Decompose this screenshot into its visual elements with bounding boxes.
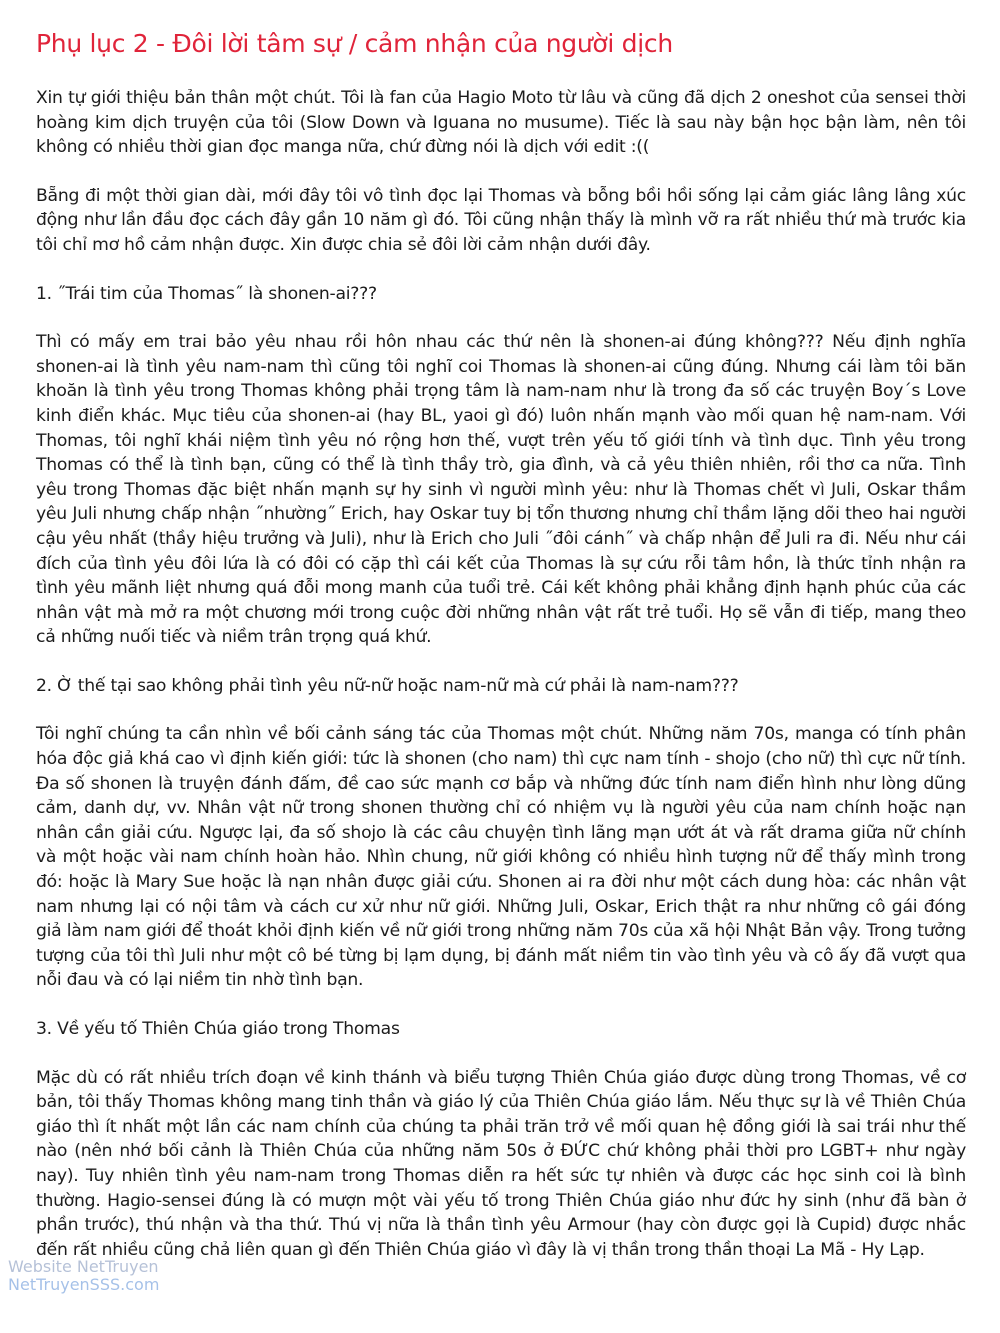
reread-paragraph: Bẵng đi một thời gian dài, mới đây tôi vô tình đọc lại Thomas và bỗng bồi hồi sống lại cảm giác lâng lâng xúc động như lần đầu đọc cách đây gần 10 năm gì đó. Tôi cũng nhận thấy là mình vỡ ra rất nhiều thứ mà trước kia tôi chỉ mơ hồ cảm nhận được. Xin được chia sẻ đôi lời cảm nhận dưới đây. bbox=[36, 185, 966, 255]
watermark-line-1: Website NetTruyen bbox=[8, 1257, 159, 1276]
section-1-heading: 1. ˝Trái tim của Thomas˝ là shonen-ai??? bbox=[36, 283, 377, 304]
section-1-body: Thì có mấy em trai bảo yêu nhau rồi hôn nhau các thứ nên là shonen-ai đúng không??? Nếu định nghĩa shonen-ai là tình yêu nam-nam thì cũng tôi nghĩ coi Thomas là shonen-ai cũng đúng. Nhưng cái làm tôi băn khoăn là tình yêu trong Thomas không phải trọng tâm là nam-nam như là trong đa số các truyện Boy´s Love kinh điển khác. Mục tiêu của shonen-ai (hay BL, yaoi gì đó) luôn nhấn mạnh vào mối quan hệ nam-nam. Với Thomas, tôi nghĩ khái niệm tình yêu nó rộng hơn thế, vượt trên yếu tố giới tính và tình dục. Tình yêu trong Thomas có thể là tình bạn, cũng có thể là tình thầy trò, gia đình, và cả yêu thiên nhiên, rồi thơ ca nữa. Tình yêu trong Thomas đặc biệt nhấn mạnh sự hy sinh vì người mình yêu: như là Thomas chết vì Juli, Oskar thầm yêu Juli nhưng chấp nhận ˝nhường˝ Erich, hay Oskar tuy bị tổn thương nhưng chỉ thầm lặng dõi theo hai người cậu yêu nhất (thầy hiệu trưởng và Juli), như là Erich cho Juli ˝đôi cánh˝ và chấp nhận để Juli ra đi. Nếu như cái đích của tình yêu đôi lứa là có đôi có cặp thì cái kết của Thomas là sự cứu rỗi tâm hồn, là thức tỉnh nhận ra tình yêu mãnh liệt nhưng quá đỗi mong manh của tuổi trẻ. Cái kết không phải khẳng định hạnh phúc của các nhân vật mà mở ra một chương mới trong cuộc đời những nhân vật rất trẻ tuổi. Họ sẽ vẫn đi tiếp, mang theo cả những nuối tiếc và niềm trân trọng quá khứ. bbox=[36, 332, 966, 648]
intro-paragraph: Xin tự giới thiệu bản thân một chút. Tôi là fan của Hagio Moto từ lâu và cũng đã dịch 2 oneshot của sensei thời hoàng kim dịch truyện của tôi (Slow Down và Iguana no musume). Tiếc là sau này bận học bận làm, nên tôi không có nhiều thời gian đọc manga nữa, chứ đừng nói là dịch với edit :(( bbox=[36, 88, 966, 158]
section-2-body: Tôi nghĩ chúng ta cần nhìn về bối cảnh sáng tác của Thomas một chút. Những năm 70s, manga có tính phân hóa độc giả khá cao vì định kiến giới: tức là shonen (cho nam) thì cực nam tính - shojo (cho nữ) thì cực nữ tính. Đa số shonen là truyện đánh đấm, đề cao sức mạnh cơ bắp và những đức tính nam điển hình như lòng dũng cảm, danh dự, vv. Nhân vật nữ trong shonen thường chỉ có nhiệm vụ là người yêu của nam chính hoặc nạn nhân cần giải cứu. Ngược lại, đa số shojo là các câu chuyện tình lãng mạn ướt át và rất drama giữa nữ chính và một hoặc vài nam chính hoàn hảo. Nhìn chung, nữ giới không có nhiều hình tượng nữ để thấy mình trong đó: hoặc là Mary Sue hoặc là nạn nhân được giải cứu. Shonen ai ra đời như một cách dung hòa: các nhân vật nam nhưng lại có nội tâm và cách cư xử như nữ giới. Những Juli, Oskar, Erich thật ra như những cô gái đóng giả làm nam giới để thoát khỏi định kiến về nữ giới trong những năm 70s của xã hội Nhật Bản vậy. Trong tưởng tượng của tôi thì Juli như một cô bé từng bị lạm dụng, bị đánh mất niềm tin vào tình yêu và cô ấy đã vượt qua nỗi đau và có lại niềm tin nhờ tình bạn. bbox=[36, 724, 966, 991]
page-title: Phụ lục 2 - Đôi lời tâm sự / cảm nhận của người dịch bbox=[36, 29, 673, 58]
section-3-heading: 3. Về yếu tố Thiên Chúa giáo trong Thomas bbox=[36, 1019, 400, 1039]
section-2-heading: 2. Ờ thế tại sao không phải tình yêu nữ-nữ hoặc nam-nữ mà cứ phải là nam-nam??? bbox=[36, 675, 739, 696]
site-watermark bbox=[8, 1258, 159, 1294]
document-page bbox=[36, 26, 966, 1286]
section-3-body: Mặc dù có rất nhiều trích đoạn về kinh thánh và biểu tượng Thiên Chúa giáo được dùng trong Thomas, về cơ bản, tôi thấy Thomas không mang tinh thần và giáo lý của Thiên Chúa giáo lắm. Nếu thực sự là về Thiên Chúa giáo thì ít nhất một lần các nam chính của chúng ta phải trăn trở về mối quan hệ đồng giới là sai trái như thế nào (nên nhớ bối cảnh là Thiên Chúa của những năm 50s ở ĐỨC chứ không phải thời pro LGBT+ như ngày nay). Tuy nhiên tình yêu nam-nam trong Thomas diễn ra hết sức tự nhiên và được các học sinh coi là bình thường. Hagio-sensei đúng là có mượn một vài yếu tố trong Thiên Chúa giáo như đức hy sinh (như đã bàn ở phần trước), thú nhận và tha thứ. Thú vị nữa là thần tình yêu Armour (hay còn được gọi là Cupid) được nhắc đến rất nhiều cũng chả liên quan gì đến Thiên Chúa giáo vì đây là vị thần trong thần thoại La Mã - Hy Lạp. bbox=[36, 1067, 966, 1260]
watermark-line-2: NetTruyenSSS.com bbox=[8, 1275, 160, 1294]
